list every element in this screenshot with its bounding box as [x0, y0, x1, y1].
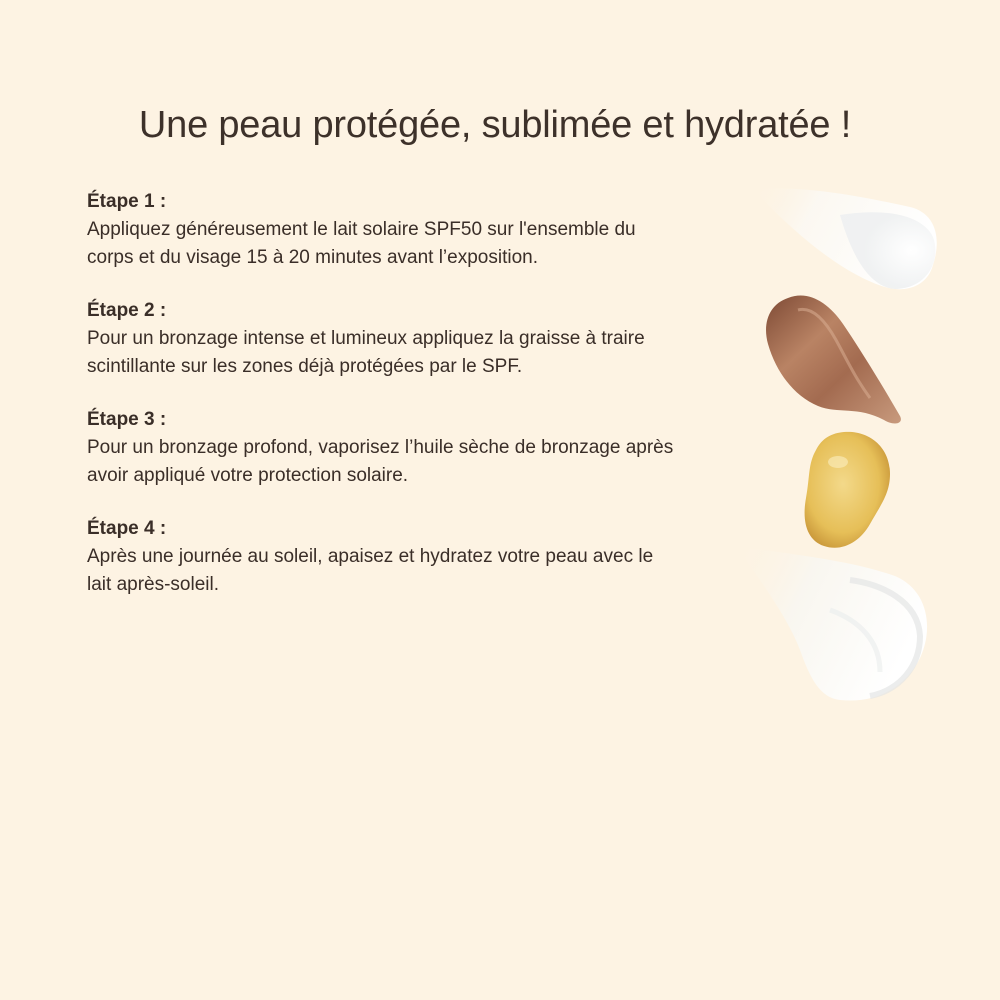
sun-milk-swatch — [745, 175, 945, 300]
step-3-title: Étape 3 : — [87, 409, 167, 430]
step-4-text: Après une journée au soleil, apaisez et hydratez votre peau avec le lait après-soleil. — [87, 546, 654, 595]
step-1-text: Appliquez généreusement le lait solaire SPF50 sur l'ensemble du corps et du visage 15 à 20 minutes avant l’exposition. — [87, 219, 636, 268]
oil-swatch — [798, 428, 898, 553]
page-title: Une peau protégée, sublimée et hydratée ! — [138, 104, 852, 146]
step-1-title: Étape 1 : — [87, 191, 167, 212]
step-2-text: Pour un bronzage intense et lumineux appliquez la graisse à traire scintillante sur les zones déjà protégées par le SPF. — [87, 328, 645, 377]
step-2-title: Étape 2 : — [87, 300, 167, 321]
shimmer-swatch — [758, 288, 908, 428]
step-4 — [87, 515, 677, 598]
step-3 — [87, 406, 677, 489]
step-3-text: Pour un bronzage profond, vaporisez l’huile sèche de bronzage après avoir appliqué votre protection solaire. — [87, 437, 674, 486]
step-2 — [87, 297, 677, 380]
after-sun-swatch — [730, 540, 935, 710]
step-1 — [87, 188, 677, 271]
step-4-title: Étape 4 : — [87, 518, 167, 539]
steps-list — [87, 188, 677, 624]
